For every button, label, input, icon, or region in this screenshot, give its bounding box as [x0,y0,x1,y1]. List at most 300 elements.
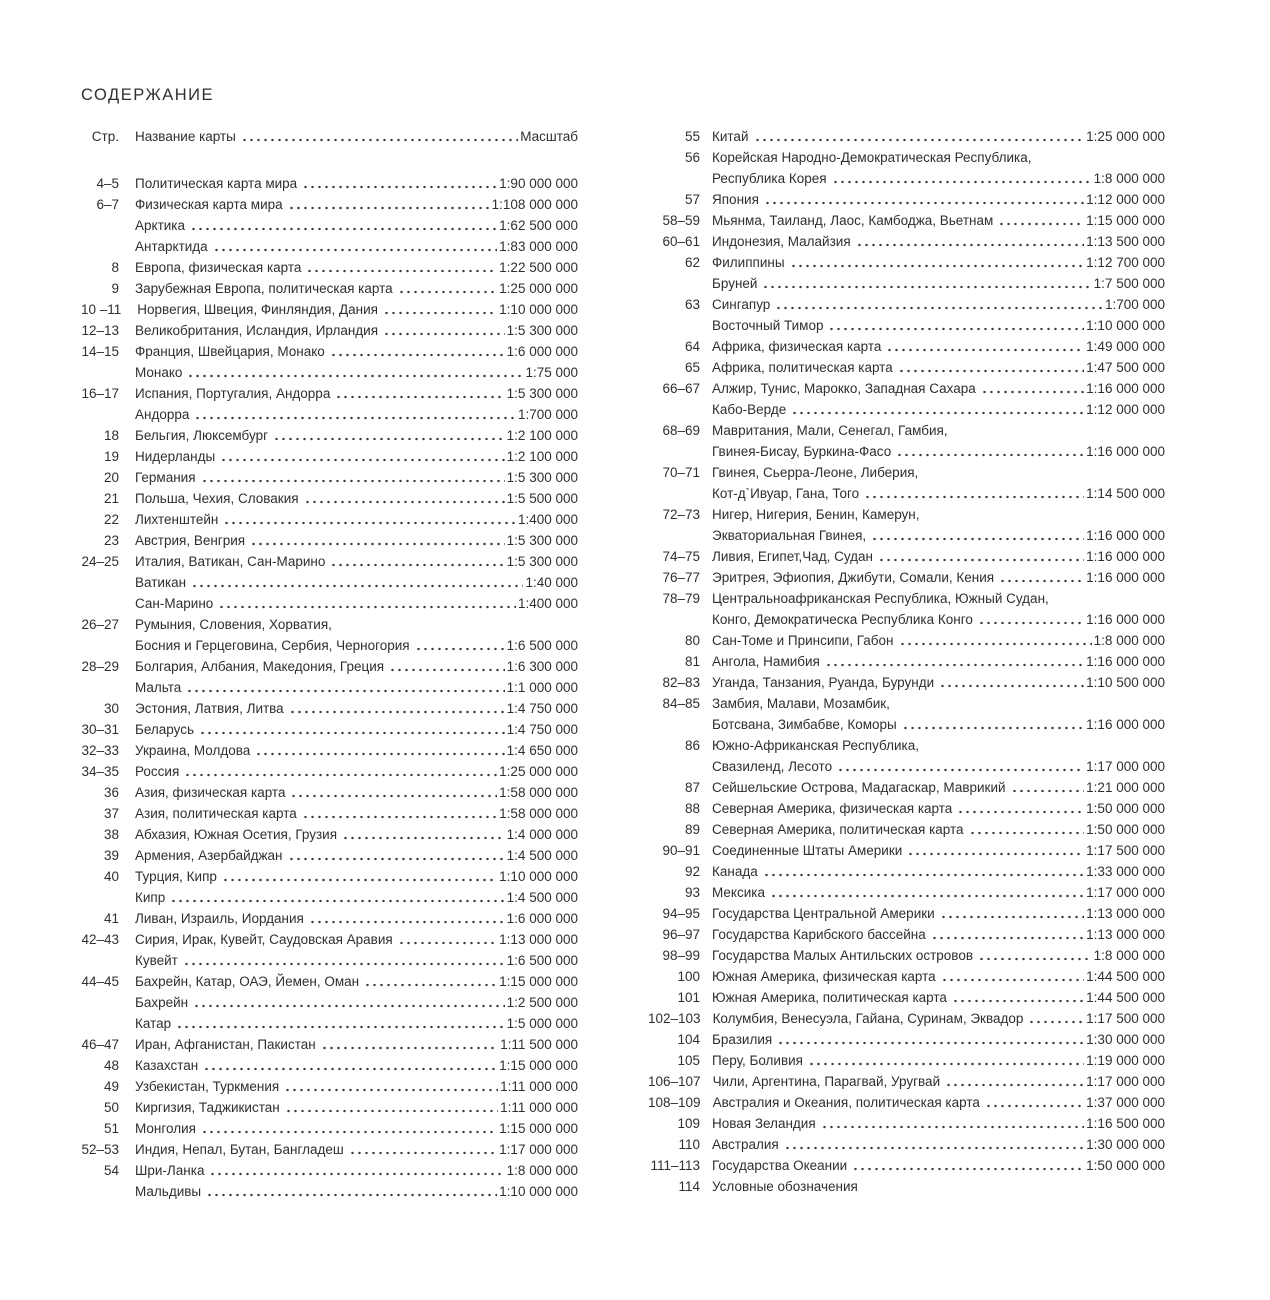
toc-entry [648,420,1165,441]
entry-page-number: 12–13 [81,323,119,338]
dot-leader [203,1055,497,1076]
entry-page-number: 110 [678,1137,700,1152]
toc-entry [81,257,578,278]
entry-scale: 1:33 000 000 [1086,864,1165,879]
dot-leader [199,719,505,740]
dot-leader [389,656,505,677]
entry-page-number: 81 [684,654,700,669]
dot-leader [957,798,1084,819]
entry-scale: 1:15 000 000 [499,974,578,989]
dot-leader [309,908,505,929]
entry-title: Россия [135,764,180,779]
entry-page-number: 111–113 [650,1158,700,1173]
dot-leader [184,761,497,782]
dot-leader [754,126,1085,147]
toc-entry [648,315,1165,336]
entry-title: Колумбия, Венесуэла, Гайана, Суринам, Эквадор [712,1011,1024,1026]
entry-page-number: 37 [103,806,119,821]
entry-scale: 1:5 300 000 [506,470,578,485]
entry-scale: 1:16 000 000 [1086,654,1165,669]
toc-entry [648,588,1165,609]
toc-entry [81,656,578,677]
entry-scale: 1:44 500 000 [1086,969,1165,984]
entry-page-number: 64 [684,339,700,354]
entry-page-number: 80 [684,633,700,648]
entry-title: Украина, Молдова [135,743,251,758]
toc-entry [81,362,578,383]
dot-leader [255,740,504,761]
entry-page-number: 65 [684,360,700,375]
dot-leader [398,929,497,950]
toc-entry [81,614,578,635]
entry-page-number: 14–15 [81,344,119,359]
entry-scale: 1:108 000 000 [491,197,578,212]
dot-leader [218,593,516,614]
toc-entries-left [81,173,578,1202]
entry-scale: 1:25 000 000 [499,281,578,296]
toc-entry [81,1160,578,1181]
toc-entry [648,819,1165,840]
entry-title: Босния и Герцеговина, Сербия, Черногория [135,638,410,653]
dot-leader [978,945,1092,966]
dot-leader [285,1097,498,1118]
entry-title: Уганда, Танзания, Руанда, Бурунди [712,675,935,690]
entry-page-number: 9 [111,281,119,296]
entry-title: Мьянма, Таиланд, Лаос, Камбоджа, Вьетнам [712,213,994,228]
toc-entry [648,672,1165,693]
entry-scale: 1:8 000 000 [1093,633,1165,648]
entry-title: Болгария, Албания, Македония, Греция [135,659,385,674]
entry-page-number: 26–27 [81,617,119,632]
entry-page-number: 93 [684,885,700,900]
entry-page-number: 106–107 [648,1074,701,1089]
dot-leader [284,1076,498,1097]
toc-entry [648,483,1165,504]
entry-title: Австрия, Венгрия [135,533,246,548]
entry-title: Мальдивы [135,1184,202,1199]
entry-title: Индонезия, Малайзия [712,234,851,249]
entry-scale: 1:5 500 000 [506,491,578,506]
entry-scale: 1:90 000 000 [499,176,578,191]
entry-title: Шри-Ланка [135,1163,205,1178]
toc-entry [648,1029,1165,1050]
entry-title: Нидерланды [135,449,216,464]
dot-leader [939,672,1084,693]
entry-title: Замбия, Малави, Мозамбик, [712,696,890,711]
entry-title: Европа, физическая карта [135,260,302,275]
dot-leader [335,383,504,404]
entry-scale: 1:16 000 000 [1086,444,1165,459]
entry-title: Турция, Кипр [135,869,217,884]
entry-scale: 1:4 650 000 [506,743,578,758]
entry-scale: 1:400 000 [517,596,578,611]
entry-scale: 1:17 500 000 [1086,843,1165,858]
entry-title: Государства Карибского бассейна [712,927,926,942]
toc-entry [81,488,578,509]
entry-title: Бельгия, Люксембург [135,428,269,443]
entry-scale: 1:6 000 000 [506,911,578,926]
toc-entry [81,173,578,194]
entry-page-number: 109 [677,1116,700,1131]
dot-leader [784,1134,1084,1155]
dot-leader [896,441,1084,462]
toc-entry [81,740,578,761]
toc-entries-right [648,126,1165,1197]
entry-title: Армения, Азербайджан [135,848,283,863]
dot-leader [342,824,505,845]
entry-page-number: 6–7 [96,197,119,212]
entry-title: Италия, Ватикан, Сан-Марино [135,554,326,569]
dot-leader [186,677,504,698]
dot-leader [837,756,1084,777]
entry-scale: 1:14 500 000 [1086,486,1165,501]
toc-entry [81,236,578,257]
entry-title: Государства Малых Антильских островов [712,948,974,963]
toc-entry [81,845,578,866]
toc-entry [648,840,1165,861]
entry-scale: 1:58 000 000 [499,806,578,821]
dot-leader [206,1181,497,1202]
dot-leader [223,509,516,530]
entry-title: Новая Зеландия [712,1116,816,1131]
toc-entry [648,1050,1165,1071]
entry-page-number: 87 [684,780,700,795]
toc-entry [81,698,578,719]
toc-entry [648,189,1165,210]
entry-scale: 1:17 000 000 [1086,885,1165,900]
entry-title: Сан-Томе и Принсипи, Габон [712,633,894,648]
entry-page-number: 34–35 [81,764,119,779]
entry-title: Сингапур [712,297,771,312]
entry-page-number: 102–103 [648,1011,701,1026]
entry-page-number: 19 [103,449,119,464]
entry-scale: 1:49 000 000 [1086,339,1165,354]
entry-scale: 1:4 500 000 [506,890,578,905]
entry-scale: 1:5 300 000 [506,554,578,569]
entry-title: Республика Корея [712,171,827,186]
entry-scale: 1:10 000 000 [499,869,578,884]
entry-page-number: 78–79 [662,591,700,606]
toc-entry [648,651,1165,672]
entry-scale: 1:2 500 000 [506,995,578,1010]
toc-entry [81,383,578,404]
entry-title: Алжир, Тунис, Марокко, Западная Сахара [712,381,976,396]
toc-entry [81,299,578,320]
entry-title: Гвинея-Бисау, Буркина-Фасо [712,444,892,459]
toc-entry [81,992,578,1013]
dot-leader [398,278,498,299]
toc-entry [81,446,578,467]
entry-scale: 1:15 000 000 [499,1121,578,1136]
entry-title: Абхазия, Южная Осетия, Грузия [135,827,338,842]
entry-scale: 1:83 000 000 [499,239,578,254]
toc-entry [81,593,578,614]
dot-leader [770,882,1084,903]
toc-entry [81,635,578,656]
entry-page-number: 101 [677,990,700,1005]
toc-entry [648,126,1165,147]
toc-entry [81,1097,578,1118]
entry-scale: 1:5 300 000 [506,533,578,548]
entry-title: Япония [712,192,759,207]
entry-page-number: 20 [103,470,119,485]
entry-scale: 1:6 000 000 [506,344,578,359]
entry-title: Кабо-Верде [712,402,787,417]
toc-entry [81,887,578,908]
toc-entry [648,252,1165,273]
entry-title: Австралия [712,1137,779,1152]
dot-leader [241,126,518,147]
dot-leader [383,320,505,341]
dot-leader [764,189,1084,210]
toc-entry [648,294,1165,315]
entry-page-number: 62 [684,255,700,270]
entry-title: Монголия [135,1121,196,1136]
dot-leader [952,987,1084,1008]
toc-entry [81,572,578,593]
dot-leader [288,194,490,215]
entry-scale: 1:13 500 000 [1086,234,1165,249]
dot-leader [899,630,1092,651]
entry-page-number: 39 [103,848,119,863]
entry-scale: 1:400 000 [517,512,578,527]
dot-leader [304,488,505,509]
dot-leader [981,378,1084,399]
dot-leader [775,294,1103,315]
entry-scale: 1:12 700 000 [1086,255,1165,270]
entry-scale: 1:15 000 000 [499,1058,578,1073]
entry-page-number: 4–5 [96,176,119,191]
dot-leader [871,525,1084,546]
dot-leader [762,273,1091,294]
toc-entry [81,824,578,845]
entry-scale: 1:37 000 000 [1086,1095,1165,1110]
entry-scale: 1:30 000 000 [1086,1032,1165,1047]
toc-entry [81,278,578,299]
toc-entry [81,1034,578,1055]
dot-leader [902,714,1084,735]
entry-scale: 1:44 500 000 [1086,990,1165,1005]
dot-leader [1028,1008,1084,1029]
dot-leader [1011,777,1085,798]
dot-leader [940,903,1084,924]
entry-scale: 1:17 500 000 [1086,1011,1165,1026]
entry-scale: 1:17 000 000 [1086,759,1165,774]
entry-scale: 1:5 300 000 [506,323,578,338]
entry-scale: 1:16 000 000 [1086,528,1165,543]
toc-entry [648,756,1165,777]
entry-scale: 1:13 000 000 [499,932,578,947]
toc-entry [81,950,578,971]
entry-title: Антарктида [135,239,208,254]
entry-page-number: 50 [103,1100,119,1115]
entry-scale: 1:6 500 000 [506,953,578,968]
entry-scale: 1:4 750 000 [506,701,578,716]
toc-entry [81,761,578,782]
toc-entry [81,215,578,236]
entry-scale: 1:4 000 000 [506,827,578,842]
entry-title: Условные обозначения [712,1179,858,1194]
toc-entry [648,168,1165,189]
dot-leader [825,651,1084,672]
entry-title: Азия, политическая карта [135,806,297,821]
dot-leader [763,861,1084,882]
dot-leader [209,1160,504,1181]
entry-title: Свазиленд, Лесото [712,759,833,774]
entry-page-number: 24–25 [81,554,119,569]
header-scale-label: Масштаб [520,129,578,144]
dot-leader [864,483,1084,504]
toc-entry [81,1118,578,1139]
entry-page-number: 94–95 [662,906,700,921]
entry-page-number: 70–71 [662,465,700,480]
entry-page-number: 105 [677,1053,700,1068]
dot-leader [969,819,1085,840]
dot-leader [302,173,497,194]
toc-entry [648,882,1165,903]
entry-scale: 1:5 300 000 [506,386,578,401]
toc-entry [648,273,1165,294]
dot-leader [790,252,1085,273]
entry-title: Кот-д`Ивуар, Гана, Того [712,486,860,501]
entry-title: Мавритания, Мали, Сенегал, Гамбия, [712,423,948,438]
page-title: СОДЕРЖАНИЕ [81,86,215,104]
entry-title: Сейшельские Острова, Мадагаскар, Маврикий [712,780,1006,795]
dot-leader [364,971,497,992]
toc-entry [648,1155,1165,1176]
toc-entry [648,798,1165,819]
entry-scale: 1:75 000 [525,365,578,380]
toc-entry [648,714,1165,735]
entry-page-number: 68–69 [662,423,700,438]
toc-entry [648,861,1165,882]
entry-scale: 1:700 000 [517,407,578,422]
entry-page-number: 72–73 [662,507,700,522]
entry-title: Эритрея, Эфиопия, Джибути, Сомали, Кения [712,570,995,585]
toc-entry [81,1181,578,1202]
entry-scale: 1:5 000 000 [506,1016,578,1031]
entry-page-number: 56 [684,150,700,165]
entry-title: Индия, Непал, Бутан, Бангладеш [135,1142,344,1157]
entry-title: Испания, Португалия, Андорра [135,386,331,401]
toc-entry [81,929,578,950]
dot-leader [808,1050,1084,1071]
toc-entry [81,782,578,803]
toc-entry [81,320,578,341]
entry-title: Румыния, Словения, Хорватия, [135,617,332,632]
entry-title: Государства Океании [712,1158,848,1173]
dot-leader [931,924,1084,945]
toc-entry [648,357,1165,378]
entry-page-number: 108–109 [648,1095,701,1110]
toc-entry [81,509,578,530]
entry-scale: 1:10 000 000 [499,302,578,317]
entry-scale: 1:16 000 000 [1086,570,1165,585]
dot-leader [187,362,523,383]
header-page-label: Стр. [91,129,119,144]
toc-header-row [81,126,578,147]
entry-page-number: 92 [684,864,700,879]
entry-title: Бахрейн [135,995,189,1010]
toc-entry [648,1008,1165,1029]
entry-scale: 1:2 100 000 [506,449,578,464]
entry-title: Южно-Африканская Республика, [712,738,920,753]
entry-title: Филиппины [712,255,785,270]
entry-page-number: 41 [103,911,119,926]
entry-page-number: 46–47 [81,1037,119,1052]
entry-title: Ватикан [135,575,187,590]
entry-scale: 1:4 750 000 [506,722,578,737]
toc-entry [648,1113,1165,1134]
entry-page-number: 82–83 [662,675,700,690]
entry-page-number: 49 [103,1079,119,1094]
dot-leader [302,803,497,824]
entry-scale: 1:1 000 000 [506,680,578,695]
dot-leader [288,845,505,866]
entry-scale: 1:22 500 000 [499,260,578,275]
entry-scale: 1:13 000 000 [1086,927,1165,942]
dot-leader [222,866,497,887]
entry-title: Экваториальная Гвинея, [712,528,867,543]
entry-title: Беларусь [135,722,195,737]
toc-entry [81,530,578,551]
toc-entry [648,567,1165,588]
dot-leader [978,609,1084,630]
dot-leader [828,315,1084,336]
dot-leader [945,1071,1084,1092]
entry-title: Политическая карта мира [135,176,298,191]
entry-title: Ливан, Израиль, Иордания [135,911,304,926]
entry-scale: 1:16 500 000 [1086,1116,1165,1131]
dot-leader [383,299,497,320]
toc-entry [648,693,1165,714]
toc-entry [648,378,1165,399]
entry-scale: 1:17 000 000 [499,1142,578,1157]
entry-scale: 1:4 500 000 [506,848,578,863]
entry-title: Перу, Боливия [712,1053,803,1068]
entry-title: Узбекистан, Туркмения [135,1079,280,1094]
dot-leader [220,446,505,467]
entry-title: Сирия, Ирак, Кувейт, Саудовская Аравия [135,932,393,947]
dot-leader [998,210,1084,231]
entry-scale: 1:40 000 [525,575,578,590]
entry-scale: 1:50 000 000 [1086,822,1165,837]
entry-scale: 1:16 000 000 [1086,612,1165,627]
entry-page-number: 30–31 [81,722,119,737]
dot-leader [898,357,1084,378]
entry-title: Германия [135,470,196,485]
toc-entry [648,546,1165,567]
entry-page-number: 8 [111,260,119,275]
dot-leader [999,567,1084,588]
toc-entry [81,677,578,698]
entry-title: Катар [135,1016,172,1031]
dot-leader [791,399,1084,420]
entry-scale: 1:13 000 000 [1086,906,1165,921]
entry-title: Лихтенштейн [135,512,219,527]
toc-entry [81,1013,578,1034]
entry-scale: 1:21 000 000 [1086,780,1165,795]
entry-scale: 1:62 500 000 [499,218,578,233]
toc-entry [648,441,1165,462]
toc-entry [648,1092,1165,1113]
entry-scale: 1:2 100 000 [506,428,578,443]
toc-entry [648,525,1165,546]
toc-entry [648,630,1165,651]
entry-title: Мексика [712,885,765,900]
dot-leader [213,236,497,257]
entry-scale: 1:11 000 000 [500,1100,578,1115]
